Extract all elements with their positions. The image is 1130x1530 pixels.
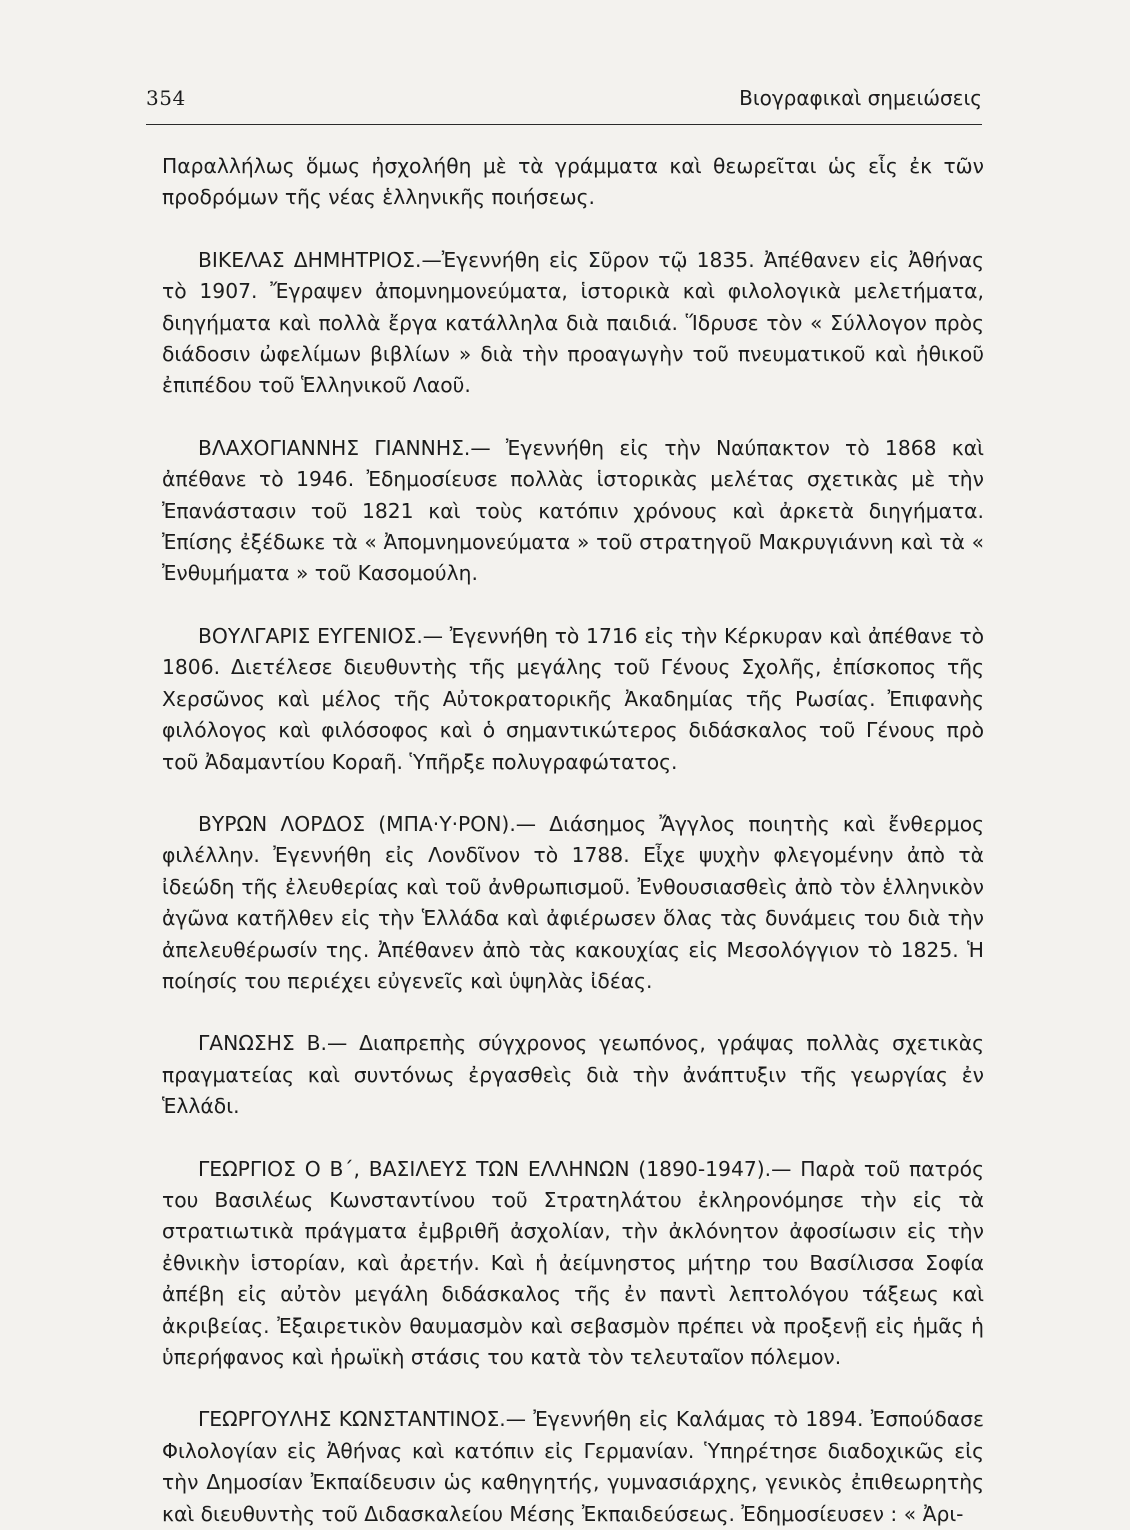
entry-name: ΓΕΩΡΓΙΟΣ Ο Β΄, ΒΑΣΙΛΕΥΣ ΤΩΝ ΕΛΛΗΝΩΝ (1890-1947). bbox=[198, 1156, 772, 1181]
running-title: Βιογραφικαὶ σημειώσεις bbox=[739, 86, 982, 110]
entry-name: ΒΛΑΧΟΓΙΑΝΝΗΣ ΓΙΑΝΝΗΣ. bbox=[198, 435, 471, 460]
page-number: 354 bbox=[146, 86, 186, 110]
entry-georgios-b bbox=[162, 1154, 984, 1374]
entry-ganosis bbox=[162, 1028, 984, 1122]
page-header bbox=[146, 86, 982, 126]
entry-text: — Ἐγεννήθη τὸ 1716 εἰς τὴν Κέρκυραν καὶ ἀπέθανε τὸ 1806. Διετέλεσε διευθυντὴς τῆς μεγάλης τοῦ Γένους Σχολῆς, ἐπίσκοπος τῆς Χερσῶνος καὶ μέλος τῆς Αὐτοκρατορικῆς Ἀκαδημίας τῆς Ρωσίας. Ἐπιφανὴς φιλόλογος καὶ φιλόσοφος καὶ ὁ σημαντικώτερος διδάσκαλος τοῦ Γένους πρὸ τοῦ Ἀδαμαντίου Κοραῆ. Ὑπῆρξε πολυγραφώτατος. bbox=[162, 623, 984, 774]
entry-text: — Παρὰ τοῦ πατρός του Βασιλέως Κωνσταντίνου τοῦ Στρατηλάτου ἐκληρονόμησε τὴν εἰς τὰ στρατιωτικὰ πράγματα ἐμβριθῆ ἀσχολίαν, τὴν ἀκλόνητον ἀφοσίωσιν εἰς τὴν ἐθνικὴν ἱστορίαν, καὶ ἀρετήν. Καὶ ἡ ἀείμνηστος μήτηρ του Βασίλισσα Σοφία ἀπέβη εἰς αὐτὸν μεγάλη διδάσκαλος τῆς ἐν παντὶ λεπτολόγου τάξεως καὶ ἀκριβείας. Ἐξαιρετικὸν θαυμασμὸν καὶ σεβασμὸν πρέπει νὰ προξενῇ εἰς ἡμᾶς ἡ ὑπερήφανος καὶ ἡρωϊκὴ στάσις του κατὰ τὸν τελευταῖον πόλεμον. bbox=[162, 1156, 984, 1369]
entry-text: —Ἐγεννήθη εἰς Σῦρον τῷ 1835. Ἀπέθανεν εἰς Ἀθήνας τὸ 1907. Ἔγραψεν ἀπομνημονεύματα, ἱστορικὰ καὶ φιλολογικὰ μελετήματα, διηγήματα καὶ πολλὰ ἔργα κατάλληλα διὰ παιδιά. Ἵδρυσε τὸν « Σύλλογον πρὸς διάδοσιν ὠφελίμων βιβλίων » διὰ τὴν προαγωγὴν τοῦ πνευματικοῦ καὶ ἠθικοῦ ἐπιπέδου τοῦ Ἑλληνικοῦ Λαοῦ. bbox=[162, 247, 985, 398]
entry-name: ΓΕΩΡΓΟΥΛΗΣ ΚΩΝΣΤΑΝΤΙΝΟΣ. bbox=[198, 1407, 506, 1432]
entry-name: ΒΙΚΕΛΑΣ ΔΗΜΗΤΡΙΟΣ. bbox=[198, 247, 422, 272]
entry-vlachogiannis bbox=[162, 433, 984, 590]
entry-vyron bbox=[162, 809, 984, 997]
page-body bbox=[162, 151, 984, 1530]
entry-georgoulis bbox=[162, 1404, 984, 1530]
entry-text: — Διάσημος Ἄγγλος ποιητὴς καὶ ἔνθερμος φιλέλλην. Ἐγεννήθη εἰς Λονδῖνον τὸ 1788. Εἶχε ψυχὴν φλεγομένην ἀπὸ τὰ ἰδεώδη τῆς ἐλευθερίας καὶ τοῦ ἀνθρωπισμοῦ. Ἐνθουσιασθεὶς ἀπὸ τὸν ἑλληνικὸν ἀγῶνα κατῆλθεν εἰς τὴν Ἑλλάδα καὶ ἀφιέρωσεν ὅλας τὰς δυνάμεις του διὰ τὴν ἀπελευθέρωσίν της. Ἀπέθανεν ἀπὸ τὰς κακουχίας εἰς Μεσολόγγιον τὸ 1825. Ἡ ποίησίς του περιέχει εὐγενεῖς καὶ ὑψηλὰς ἰδέας. bbox=[162, 811, 985, 993]
entry-text: — Διαπρεπὴς σύγχρονος γεωπόνος, γράψας πολλὰς σχετικὰς πραγματείας καὶ συντόνως ἐργασθεὶς διὰ τὴν ἀνάπτυξιν τῆς γεωργίας ἐν Ἑλλάδι. bbox=[162, 1031, 985, 1119]
entry-name: ΒΟΥΛΓΑΡΙΣ ΕΥΓΕΝΙΟΣ. bbox=[198, 623, 423, 648]
entry-voulgaris bbox=[162, 621, 984, 778]
entry-name: ΓΑΝΩΣΗΣ Β. bbox=[198, 1031, 327, 1056]
entry-name: ΒΥΡΩΝ ΛΟΡΔΟΣ (ΜΠΑ·Υ·ΡΟΝ). bbox=[198, 811, 516, 836]
opening-paragraph: Παραλλήλως ὅμως ἠσχολήθη μὲ τὰ γράμματα καὶ θεωρεῖται ὡς εἷς ἐκ τῶν προδρόμων τῆς νέας ἑλληνικῆς ποιήσεως. bbox=[162, 154, 984, 210]
entry-vikelas bbox=[162, 245, 984, 402]
entry-text: — Ἐγεννήθη εἰς τὴν Ναύπακτον τὸ 1868 καὶ ἀπέθανε τὸ 1946. Ἐδημοσίευσε πολλὰς ἱστορικὰς μελέτας σχετικὰς μὲ τὴν Ἐπανάστασιν τοῦ 1821 καὶ τοὺς κατόπιν χρόνους καὶ ἀρκετὰ διηγήματα. Ἐπίσης ἐξέδωκε τὰ « Ἀπομνημονεύματα » τοῦ στρατηγοῦ Μακρυγιάννη καὶ τὰ « Ἐνθυμήματα » τοῦ Κασομούλη. bbox=[162, 435, 984, 586]
header-rule bbox=[146, 124, 982, 125]
entry-text: — Ἐγεννήθη εἰς Καλάμας τὸ 1894. Ἐσπούδασε Φιλολογίαν εἰς Ἀθήνας καὶ κατόπιν εἰς Γερμανίαν. Ὑπηρέτησε διαδοχικῶς εἰς τὴν Δημοσίαν Ἐκπαίδευσιν ὡς καθηγητής, γυμνασιάρχης, γενικὸς ἐπιθεωρητὴς καὶ διευθυντὴς τοῦ Διδασκαλείου Μέσης Ἐκπαιδεύσεως. Ἐδημοσίευσεν : « Ἀρι- bbox=[162, 1407, 984, 1526]
